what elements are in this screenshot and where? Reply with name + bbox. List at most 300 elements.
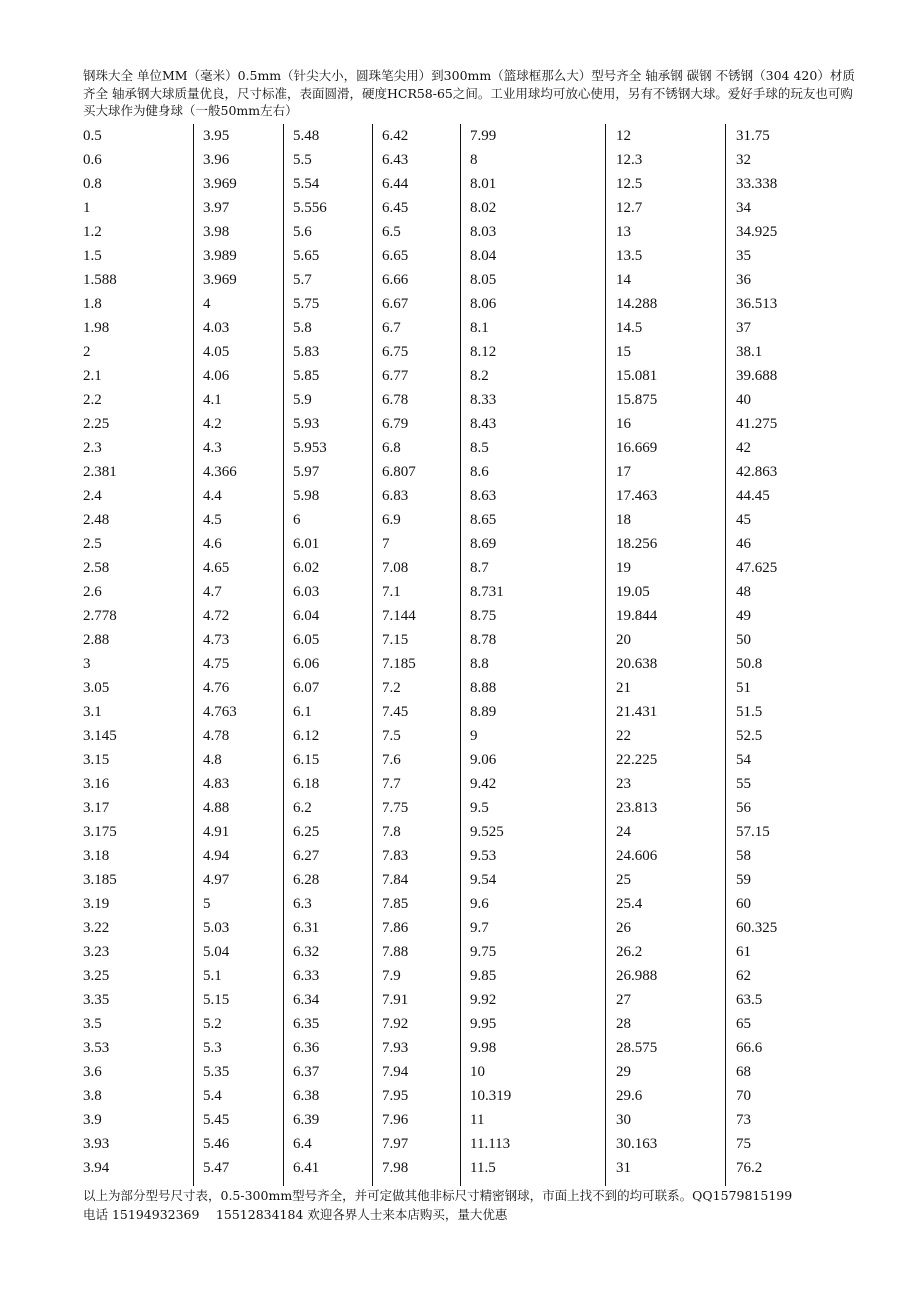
size-cell: 9.75	[470, 944, 497, 960]
size-cell: 20.638	[616, 656, 658, 672]
size-cell: 18	[616, 512, 631, 528]
size-cell: 48	[736, 584, 751, 600]
size-cell: 6.75	[382, 344, 409, 360]
size-cell: 6.83	[382, 488, 409, 504]
size-cell: 4.2	[203, 416, 222, 432]
size-cell: 6.04	[293, 608, 320, 624]
size-cell: 5.6	[293, 224, 312, 240]
size-cell: 8.65	[470, 512, 497, 528]
size-cell: 8.8	[470, 656, 489, 672]
size-cell: 14	[616, 272, 631, 288]
size-cell: 4.05	[203, 344, 230, 360]
size-cell: 5.8	[293, 320, 312, 336]
size-cell: 2.2	[83, 392, 102, 408]
size-cell: 5.03	[203, 920, 230, 936]
size-cell: 6.07	[293, 680, 320, 696]
size-cell: 3	[83, 656, 91, 672]
size-cell: 61	[736, 944, 751, 960]
size-cell: 5.953	[293, 440, 327, 456]
size-cell: 33.338	[736, 176, 778, 192]
size-cell: 6.35	[293, 1016, 320, 1032]
size-cell: 6.79	[382, 416, 409, 432]
size-cell: 30.163	[616, 1136, 658, 1152]
size-cell: 42.863	[736, 464, 778, 480]
size-cell: 19	[616, 560, 631, 576]
size-cell: 54	[736, 752, 751, 768]
size-cell: 7.84	[382, 872, 409, 888]
size-cell: 0.6	[83, 152, 102, 168]
size-cell: 5.98	[293, 488, 320, 504]
size-cell: 2.25	[83, 416, 110, 432]
size-cell: 29	[616, 1064, 631, 1080]
size-cell: 4.03	[203, 320, 230, 336]
size-cell: 2	[83, 344, 91, 360]
size-cell: 9.85	[470, 968, 497, 984]
size-cell: 6.15	[293, 752, 320, 768]
size-cell: 8.731	[470, 584, 504, 600]
size-cell: 76.2	[736, 1160, 763, 1176]
size-cell: 6.05	[293, 632, 320, 648]
size-cell: 6.06	[293, 656, 320, 672]
size-cell: 8.89	[470, 704, 497, 720]
size-cell: 1.588	[83, 272, 117, 288]
size-cell: 11.5	[470, 1160, 496, 1176]
size-cell: 4.97	[203, 872, 230, 888]
size-cell: 3.25	[83, 968, 110, 984]
size-cell: 5.85	[293, 368, 320, 384]
size-cell: 9.7	[470, 920, 489, 936]
size-cell: 8.03	[470, 224, 497, 240]
footer-note	[83, 1187, 873, 1224]
size-cell: 9.5	[470, 800, 489, 816]
size-cell: 7.95	[382, 1088, 409, 1104]
size-cell: 42	[736, 440, 751, 456]
size-cell: 7	[382, 536, 390, 552]
size-cell: 6.7	[382, 320, 401, 336]
size-cell: 5.5	[293, 152, 312, 168]
size-cell: 5.15	[203, 992, 230, 1008]
column-divider	[725, 124, 726, 1186]
size-cell: 5.1	[203, 968, 222, 984]
size-cell: 2.48	[83, 512, 110, 528]
size-cell: 55	[736, 776, 751, 792]
size-cell: 40	[736, 392, 751, 408]
size-cell: 12.5	[616, 176, 643, 192]
size-cell: 3.35	[83, 992, 110, 1008]
size-cell: 6.12	[293, 728, 320, 744]
size-cell: 9.95	[470, 1016, 497, 1032]
size-cell: 9.54	[470, 872, 497, 888]
size-cell: 28	[616, 1016, 631, 1032]
size-cell: 2.381	[83, 464, 117, 480]
size-cell: 6.1	[293, 704, 312, 720]
size-cell: 6.33	[293, 968, 320, 984]
size-cell: 3.989	[203, 248, 237, 264]
size-cell: 1	[83, 200, 91, 216]
size-cell: 3.97	[203, 200, 230, 216]
size-cell: 51	[736, 680, 751, 696]
size-cell: 7.45	[382, 704, 409, 720]
size-cell: 31.75	[736, 128, 770, 144]
size-cell: 13	[616, 224, 631, 240]
size-cell: 7.75	[382, 800, 409, 816]
size-cell: 24	[616, 824, 631, 840]
size-cell: 5.46	[203, 1136, 230, 1152]
size-cell: 7.96	[382, 1112, 409, 1128]
size-cell: 4.763	[203, 704, 237, 720]
size-cell: 51.5	[736, 704, 763, 720]
size-cell: 7.1	[382, 584, 401, 600]
size-cell: 4.1	[203, 392, 222, 408]
size-cell: 6.39	[293, 1112, 320, 1128]
size-cell: 1.2	[83, 224, 102, 240]
size-cell: 8.69	[470, 536, 497, 552]
size-cell: 3.16	[83, 776, 110, 792]
size-cell: 6.43	[382, 152, 409, 168]
size-cell: 5.9	[293, 392, 312, 408]
size-cell: 4.06	[203, 368, 230, 384]
size-cell: 5.54	[293, 176, 320, 192]
size-cell: 62	[736, 968, 751, 984]
size-cell: 5.2	[203, 1016, 222, 1032]
column-divider	[460, 124, 461, 1186]
column-divider	[605, 124, 606, 1186]
size-cell: 10	[470, 1064, 485, 1080]
size-cell: 2.778	[83, 608, 117, 624]
column-divider	[283, 124, 284, 1186]
size-cell: 56	[736, 800, 751, 816]
size-cell: 3.1	[83, 704, 102, 720]
size-cell: 65	[736, 1016, 751, 1032]
size-cell: 7.92	[382, 1016, 409, 1032]
size-cell: 57.15	[736, 824, 770, 840]
size-cell: 5.4	[203, 1088, 222, 1104]
size-cell: 23	[616, 776, 631, 792]
size-cell: 4.75	[203, 656, 230, 672]
size-cell: 8.01	[470, 176, 497, 192]
size-cell: 3.93	[83, 1136, 110, 1152]
size-cell: 8.7	[470, 560, 489, 576]
size-cell: 8.06	[470, 296, 497, 312]
size-cell: 6.34	[293, 992, 320, 1008]
column-divider	[372, 124, 373, 1186]
size-cell: 23.813	[616, 800, 658, 816]
size-cell: 3.9	[83, 1112, 102, 1128]
size-cell: 9.92	[470, 992, 497, 1008]
size-cell: 6.28	[293, 872, 320, 888]
size-cell: 7.98	[382, 1160, 409, 1176]
size-cell: 6.03	[293, 584, 320, 600]
size-cell: 44.45	[736, 488, 770, 504]
size-cell: 8.2	[470, 368, 489, 384]
size-cell: 14.5	[616, 320, 643, 336]
size-cell: 52.5	[736, 728, 763, 744]
size-cell: 6.45	[382, 200, 409, 216]
size-cell: 14.288	[616, 296, 658, 312]
footer-line-contact: 以上为部分型号尺寸表，0.5-300mm型号齐全，并可定做其他非标尺寸精密钢球，市面上找不到的均可联系。QQ1579815199	[83, 1188, 793, 1203]
size-cell: 4.366	[203, 464, 237, 480]
size-cell: 8.33	[470, 392, 497, 408]
size-cell: 5.83	[293, 344, 320, 360]
size-cell: 36.513	[736, 296, 778, 312]
size-cell: 4.83	[203, 776, 230, 792]
size-cell: 21.431	[616, 704, 658, 720]
size-cell: 6.78	[382, 392, 409, 408]
size-cell: 20	[616, 632, 631, 648]
size-cell: 9.42	[470, 776, 497, 792]
size-cell: 5.35	[203, 1064, 230, 1080]
size-cell: 6.41	[293, 1160, 320, 1176]
size-cell: 7.83	[382, 848, 409, 864]
size-cell: 4.5	[203, 512, 222, 528]
size-cell: 5.556	[293, 200, 327, 216]
size-cell: 59	[736, 872, 751, 888]
size-cell: 38.1	[736, 344, 763, 360]
size-cell: 9.525	[470, 824, 504, 840]
size-cell: 4.72	[203, 608, 230, 624]
size-cell: 6.18	[293, 776, 320, 792]
size-cell: 17	[616, 464, 631, 480]
size-cell: 2.6	[83, 584, 102, 600]
size-cell: 8.75	[470, 608, 497, 624]
size-cell: 3.5	[83, 1016, 102, 1032]
size-cell: 15.081	[616, 368, 658, 384]
size-cell: 26.2	[616, 944, 643, 960]
size-cell: 26.988	[616, 968, 658, 984]
size-cell: 16	[616, 416, 631, 432]
size-cell: 1.5	[83, 248, 102, 264]
size-cell: 19.05	[616, 584, 650, 600]
size-cell: 2.88	[83, 632, 110, 648]
size-cell: 1.8	[83, 296, 102, 312]
size-cell: 70	[736, 1088, 751, 1104]
size-cell: 6.8	[382, 440, 401, 456]
size-cell: 7.97	[382, 1136, 409, 1152]
size-cell: 4.65	[203, 560, 230, 576]
size-cell: 12.7	[616, 200, 643, 216]
size-cell: 29.6	[616, 1088, 643, 1104]
size-cell: 8.63	[470, 488, 497, 504]
size-cell: 4	[203, 296, 211, 312]
size-cell: 17.463	[616, 488, 658, 504]
size-cell: 4.6	[203, 536, 222, 552]
size-cell: 5.48	[293, 128, 320, 144]
size-cell: 60.325	[736, 920, 778, 936]
size-cell: 2.4	[83, 488, 102, 504]
size-cell: 6.27	[293, 848, 320, 864]
size-cell: 3.185	[83, 872, 117, 888]
size-cell: 8.05	[470, 272, 497, 288]
footer-line-phone: 电话 15194932369 15512834184 欢迎各界人士来本店购买，量大优惠	[83, 1206, 508, 1222]
size-cell: 11	[470, 1112, 485, 1128]
size-cell: 8.88	[470, 680, 497, 696]
size-cell: 7.2	[382, 680, 401, 696]
size-cell: 4.78	[203, 728, 230, 744]
size-cell: 6.32	[293, 944, 320, 960]
size-cell: 25.4	[616, 896, 643, 912]
size-cell: 4.73	[203, 632, 230, 648]
size-cell: 3.96	[203, 152, 230, 168]
size-cell: 7.94	[382, 1064, 409, 1080]
size-cell: 5.75	[293, 296, 320, 312]
size-cell: 15.875	[616, 392, 658, 408]
size-cell: 3.18	[83, 848, 110, 864]
size-cell: 6.37	[293, 1064, 320, 1080]
size-cell: 6.01	[293, 536, 320, 552]
size-cell: 5.45	[203, 1112, 230, 1128]
size-cell: 4.94	[203, 848, 230, 864]
size-cell: 7.91	[382, 992, 409, 1008]
size-cell: 6.9	[382, 512, 401, 528]
size-cell: 5.47	[203, 1160, 230, 1176]
size-cell: 3.145	[83, 728, 117, 744]
size-cell: 25	[616, 872, 631, 888]
size-cell: 6.67	[382, 296, 409, 312]
size-cell: 8.04	[470, 248, 497, 264]
size-cell: 6.2	[293, 800, 312, 816]
size-cell: 12.3	[616, 152, 643, 168]
size-cell: 15	[616, 344, 631, 360]
size-cell: 7.144	[382, 608, 416, 624]
size-cell: 5.04	[203, 944, 230, 960]
size-cell: 3.05	[83, 680, 110, 696]
size-cell: 6.77	[382, 368, 409, 384]
size-cell: 5	[203, 896, 211, 912]
size-cell: 3.175	[83, 824, 117, 840]
size-cell: 4.76	[203, 680, 230, 696]
size-cell: 73	[736, 1112, 751, 1128]
size-cell: 39.688	[736, 368, 778, 384]
size-cell: 6.25	[293, 824, 320, 840]
size-cell: 7.15	[382, 632, 409, 648]
size-cell: 27	[616, 992, 631, 1008]
size-cell: 50	[736, 632, 751, 648]
size-cell: 26	[616, 920, 631, 936]
size-cell: 6.65	[382, 248, 409, 264]
size-cell: 7.8	[382, 824, 401, 840]
size-cell: 21	[616, 680, 631, 696]
size-cell: 6.02	[293, 560, 320, 576]
size-cell: 3.15	[83, 752, 110, 768]
size-cell: 0.5	[83, 128, 102, 144]
size-cell: 1.98	[83, 320, 110, 336]
size-cell: 7.185	[382, 656, 416, 672]
intro-paragraph: 钢珠大全 单位MM（毫米）0.5mm（针尖大小，圆珠笔尖用）到300mm（篮球框那么大）型号齐全 轴承钢 碳钢 不锈钢（304 420）材质齐全 轴承钢大球质量优良，尺寸标准，表面圆滑，硬度HCR58-65之间。工业用球均可放心使用，另有不锈钢大球。爱好手球的玩友也可购买大球作为健身球（一般50mm左右）	[83, 68, 855, 118]
size-cell: 6	[293, 512, 301, 528]
size-cell: 3.969	[203, 176, 237, 192]
size-cell: 6.66	[382, 272, 409, 288]
size-cell: 8.43	[470, 416, 497, 432]
size-cell: 8.02	[470, 200, 497, 216]
size-cell: 37	[736, 320, 751, 336]
size-cell: 5.97	[293, 464, 320, 480]
size-cell: 7.5	[382, 728, 401, 744]
size-cell: 30	[616, 1112, 631, 1128]
size-cell: 10.319	[470, 1088, 512, 1104]
size-cell: 16.669	[616, 440, 658, 456]
size-cell: 9.06	[470, 752, 497, 768]
size-cell: 66.6	[736, 1040, 763, 1056]
size-cell: 7.88	[382, 944, 409, 960]
size-cell: 5.3	[203, 1040, 222, 1056]
size-cell: 3.969	[203, 272, 237, 288]
size-cell: 3.95	[203, 128, 230, 144]
size-cell: 2.3	[83, 440, 102, 456]
size-cell: 2.58	[83, 560, 110, 576]
size-cell: 5.65	[293, 248, 320, 264]
size-cell: 47.625	[736, 560, 778, 576]
size-cell: 8	[470, 152, 478, 168]
size-cell: 9.6	[470, 896, 489, 912]
size-cell: 6.42	[382, 128, 409, 144]
size-cell: 7.86	[382, 920, 409, 936]
size-cell: 32	[736, 152, 751, 168]
size-cell: 5.93	[293, 416, 320, 432]
size-cell: 4.3	[203, 440, 222, 456]
size-cell: 36	[736, 272, 751, 288]
size-cell: 3.23	[83, 944, 110, 960]
size-cell: 4.7	[203, 584, 222, 600]
size-cell: 5.7	[293, 272, 312, 288]
size-cell: 34.925	[736, 224, 778, 240]
size-cell: 34	[736, 200, 751, 216]
size-cell: 12	[616, 128, 631, 144]
size-cell: 50.8	[736, 656, 763, 672]
size-cell: 46	[736, 536, 751, 552]
size-cell: 6.36	[293, 1040, 320, 1056]
size-cell: 3.94	[83, 1160, 110, 1176]
size-cell: 7.9	[382, 968, 401, 984]
size-cell: 28.575	[616, 1040, 658, 1056]
size-cell: 3.17	[83, 800, 110, 816]
size-cell: 6.4	[293, 1136, 312, 1152]
size-cell: 60	[736, 896, 751, 912]
size-cell: 13.5	[616, 248, 643, 264]
size-cell: 6.5	[382, 224, 401, 240]
size-cell: 8.78	[470, 632, 497, 648]
size-cell: 68	[736, 1064, 751, 1080]
size-cell: 7.08	[382, 560, 409, 576]
size-cell: 3.19	[83, 896, 110, 912]
size-cell: 0.8	[83, 176, 102, 192]
size-cell: 63.5	[736, 992, 763, 1008]
size-cell: 3.98	[203, 224, 230, 240]
size-cell: 9.53	[470, 848, 497, 864]
size-cell: 22.225	[616, 752, 658, 768]
size-cell: 6.44	[382, 176, 409, 192]
size-cell: 45	[736, 512, 751, 528]
size-cell: 8.5	[470, 440, 489, 456]
size-cell: 6.31	[293, 920, 320, 936]
size-cell: 6.3	[293, 896, 312, 912]
size-cell: 41.275	[736, 416, 778, 432]
size-cell: 4.91	[203, 824, 230, 840]
size-cell: 3.8	[83, 1088, 102, 1104]
size-cell: 2.1	[83, 368, 102, 384]
size-cell: 4.88	[203, 800, 230, 816]
size-cell: 3.6	[83, 1064, 102, 1080]
size-cell: 8.12	[470, 344, 497, 360]
size-cell: 9.98	[470, 1040, 497, 1056]
size-cell: 7.85	[382, 896, 409, 912]
size-cell: 19.844	[616, 608, 658, 624]
size-cell: 4.4	[203, 488, 222, 504]
ball-size-table	[83, 124, 843, 1186]
size-cell: 24.606	[616, 848, 658, 864]
size-cell: 3.53	[83, 1040, 110, 1056]
size-cell: 18.256	[616, 536, 658, 552]
size-cell: 58	[736, 848, 751, 864]
